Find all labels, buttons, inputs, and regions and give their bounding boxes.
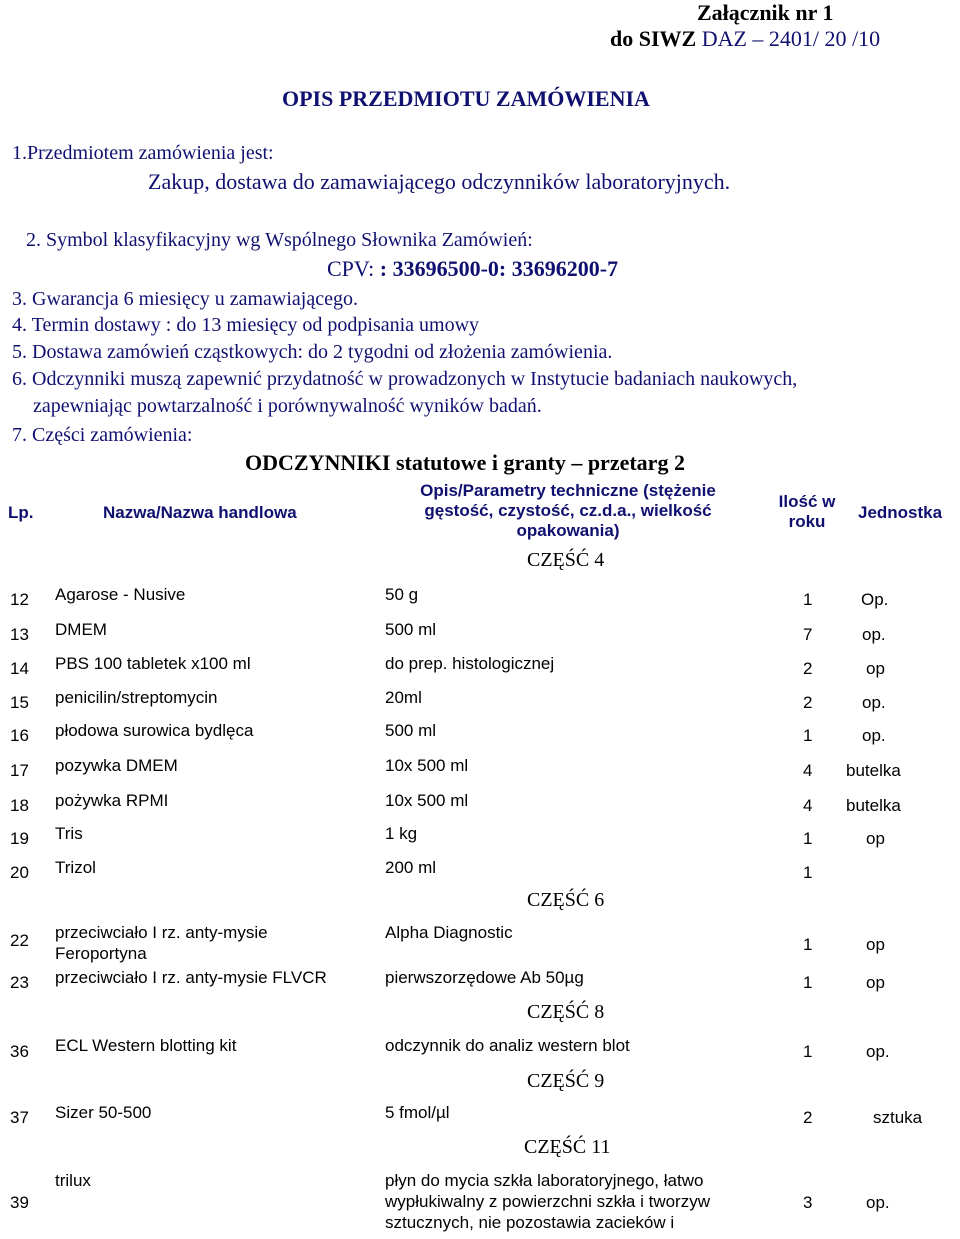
row-lp: 37 <box>10 1108 29 1127</box>
row-lp: 39 <box>10 1193 29 1212</box>
row-quantity: 1 <box>803 863 813 882</box>
row-lp: 15 <box>10 693 29 712</box>
cpv-codes: : 33696500-0: 33696200-7 <box>379 256 619 281</box>
row-quantity: 4 <box>803 761 813 780</box>
part-4-heading: CZĘŚĆ 4 <box>527 549 605 571</box>
row-lp: 16 <box>10 726 29 745</box>
row-unit: op. <box>862 693 886 712</box>
row-description: do prep. histologicznej <box>385 654 555 673</box>
point-1-value: Zakup, dostawa do zamawiającego odczynników laboratoryjnych. <box>148 169 731 194</box>
row-name: trilux <box>55 1171 91 1190</box>
point-6-line2: zapewniając powtarzalność i porównywalność wyników badań. <box>33 395 542 417</box>
row-lp: 18 <box>10 796 29 815</box>
column-header-description <box>383 481 753 541</box>
table-title: ODCZYNNIKI statutowe i granty – przetarg 2 <box>245 450 685 475</box>
row-description: 1 kg <box>385 824 418 843</box>
point-2: 2. Symbol klasyfikacyjny wg Wspólnego Słownika Zamówień: <box>26 229 533 251</box>
part-9-heading: CZĘŚĆ 9 <box>527 1070 605 1092</box>
row-quantity: 1 <box>803 590 813 609</box>
row-description: 200 ml <box>385 858 437 877</box>
reference-line <box>610 26 880 52</box>
row-unit: op <box>866 659 885 678</box>
row-lp: 19 <box>10 829 29 848</box>
row-name: DMEM <box>55 620 107 639</box>
row-quantity: 7 <box>803 625 813 644</box>
column-header-quantity-line2: roku <box>788 512 826 531</box>
row-name: Sizer 50-500 <box>55 1103 152 1122</box>
cpv-label: CPV: <box>327 256 375 281</box>
column-header-quantity-line1: Ilość w <box>778 492 836 511</box>
row-name: Trizol <box>55 858 96 877</box>
row-unit: Op. <box>861 590 889 609</box>
row-lp: 23 <box>10 973 29 992</box>
row-description-line2: wypłukiwalny z powierzchni szkła i tworzyw <box>385 1192 710 1211</box>
row-lp: 13 <box>10 625 29 644</box>
row-unit: op <box>866 829 885 848</box>
row-lp: 36 <box>10 1042 29 1061</box>
point-1-label: 1.Przedmiotem zamówienia jest: <box>12 142 274 164</box>
row-description: 50 g <box>385 585 419 604</box>
row-name: PBS 100 tabletek x100 ml <box>55 654 251 673</box>
point-5: 5. Dostawa zamówień cząstkowych: do 2 tygodni od złożenia zamówienia. <box>12 341 613 363</box>
column-header-lp: Lp. <box>8 503 34 522</box>
row-lp: 20 <box>10 863 29 882</box>
row-quantity: 1 <box>803 973 813 992</box>
row-description: odczynnik do analiz western blot <box>385 1036 630 1055</box>
row-quantity: 1 <box>803 1042 813 1061</box>
row-name: Tris <box>55 824 83 843</box>
row-unit: op. <box>862 726 886 745</box>
row-description: 500 ml <box>385 620 437 639</box>
row-unit: op. <box>866 1042 890 1061</box>
row-name: przeciwciało I rz. anty-mysie FLVCR <box>55 968 327 987</box>
point-6-line1: 6. Odczynniki muszą zapewnić przydatność w prowadzonych w Instytucie badaniach naukowych, <box>12 368 798 390</box>
row-name: Agarose - Nusive <box>55 585 186 604</box>
column-header-description-line3: opakowania) <box>516 521 620 540</box>
row-description: Alpha Diagnostic <box>385 923 513 942</box>
row-lp: 22 <box>10 931 29 950</box>
row-lp: 17 <box>10 761 29 780</box>
column-header-description-line2: gęstość, czystość, cz.d.a., wielkość <box>424 501 712 520</box>
row-quantity: 1 <box>803 829 813 848</box>
row-name: pozywka DMEM <box>55 756 178 775</box>
document-title: OPIS PRZEDMIOTU ZAMÓWIENIA <box>282 86 650 111</box>
row-unit: op. <box>866 1193 890 1212</box>
column-header-unit: Jednostka <box>858 503 943 522</box>
row-unit: op <box>866 935 885 954</box>
row-unit: sztuka <box>873 1108 923 1127</box>
reference-code: DAZ – 2401/ 20 /10 <box>701 26 881 51</box>
row-unit: op <box>866 973 885 992</box>
row-description: 500 ml <box>385 721 437 740</box>
row-quantity: 2 <box>803 1108 813 1127</box>
row-name-line1: przeciwciało I rz. anty-mysie <box>55 923 268 942</box>
row-description-line3: sztucznych, nie pozostawia zacieków i <box>385 1213 675 1232</box>
cpv-line <box>327 256 618 282</box>
point-4: 4. Termin dostawy : do 13 miesięcy od podpisania umowy <box>12 314 480 336</box>
point-7: 7. Części zamówienia: <box>12 424 193 446</box>
row-description: 10x 500 ml <box>385 756 469 775</box>
row-name: płodowa surowica bydlęca <box>55 721 254 740</box>
row-name: pożywka RPMI <box>55 791 169 810</box>
row-description: 20ml <box>385 688 422 707</box>
row-lp: 14 <box>10 659 29 678</box>
part-11-heading: CZĘŚĆ 11 <box>524 1136 611 1158</box>
row-unit: butelka <box>846 796 901 815</box>
column-header-quantity <box>763 492 851 532</box>
reference-prefix: do SIWZ <box>610 26 697 51</box>
row-quantity: 1 <box>803 726 813 745</box>
row-quantity: 3 <box>803 1193 813 1212</box>
part-8-heading: CZĘŚĆ 8 <box>527 1001 605 1023</box>
row-quantity: 4 <box>803 796 813 815</box>
row-name: penicilin/streptomycin <box>55 688 218 707</box>
row-name: ECL Western blotting kit <box>55 1036 237 1055</box>
row-description: 5 fmol/µl <box>385 1103 450 1122</box>
row-quantity: 2 <box>803 659 813 678</box>
row-name-line2: Feroportyna <box>55 944 147 963</box>
row-description: pierwszorzędowe Ab 50µg <box>385 968 584 987</box>
point-3: 3. Gwarancja 6 miesięcy u zamawiającego. <box>12 288 358 310</box>
column-header-description-line1: Opis/Parametry techniczne (stężenie <box>420 481 716 500</box>
row-description: 10x 500 ml <box>385 791 469 810</box>
row-quantity: 2 <box>803 693 813 712</box>
row-description-line1: płyn do mycia szkła laboratoryjnego, łatwo <box>385 1171 704 1190</box>
row-lp: 12 <box>10 590 29 609</box>
part-6-heading: CZĘŚĆ 6 <box>527 889 605 911</box>
column-header-name: Nazwa/Nazwa handlowa <box>103 503 297 522</box>
row-unit: op. <box>862 625 886 644</box>
row-unit: butelka <box>846 761 901 780</box>
attachment-label: Załącznik nr 1 <box>697 0 834 25</box>
row-quantity: 1 <box>803 935 813 954</box>
